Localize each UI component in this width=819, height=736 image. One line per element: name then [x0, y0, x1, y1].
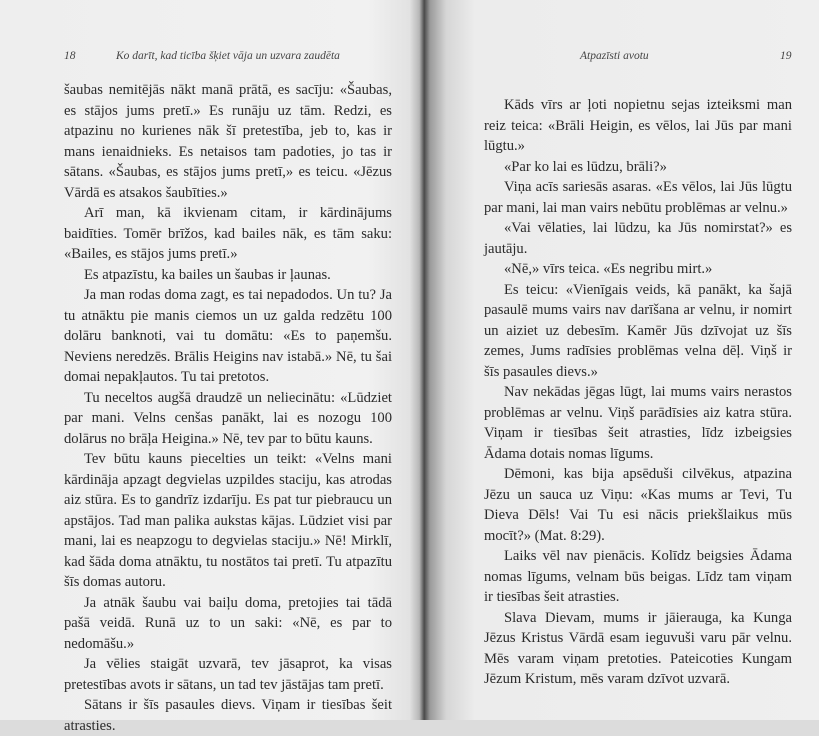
paragraph: šaubas nemitējās nākt manā prātā, es sacīju: «Šaubas, es stājos jums pretī.» Es runāju uz tām. Redzi, es atpazinu no kurienes nāk šī pretestība, jeb to, kas ir mans ienaidnieks. Es netaisos tam padoties, jo tas ir sātans. «Šaubas, es stājos jums pretī,» es teicu. «Jēzus Vārdā es atsakos šaubīties.»	[64, 82, 392, 201]
paragraph: Tu neceltos augšā draudzē un neliecinātu: «Lūdziet par mani. Velns cenšas panākt, lai es nozogu 100 dolārus no brāļa Heigina.» Nē, tev par to būtu kauns.	[64, 389, 392, 447]
left-running-title: Ko darīt, kad ticība šķiet vāja un uzvara zaudēta	[116, 50, 340, 62]
paragraph: Ja man rodas doma zagt, es tai nepadodos. Un tu? Ja tu atnāktu pie manis ciemos un uz galda redzētu 100 dolāru banknoti, vai tu domātu: «Es to paņemšu. Neviens neredzēs. Brālis Heigins nav istabā.» Nē, tu šai domai nepakļautos. Tu tai pretotos.	[64, 287, 392, 385]
paragraph: «Vai vēlaties, lai lūdzu, ka Jūs nomirstat?» es jautāju.	[484, 220, 792, 257]
paragraph: Arī man, kā ikvienam citam, ir kārdinājums baidīties. Tomēr brīžos, kad bailes nāk, es tām saku: «Bailes, es stājos jums pretī.»	[64, 205, 392, 262]
paragraph: Viņa acīs sariesās asaras. «Es vēlos, lai Jūs lūgtu par mani, lai man vairs nebūtu problēmas ar velnu.»	[484, 179, 792, 216]
paragraph: Es teicu: «Vienīgais veids, kā panākt, ka šajā pasaulē mums vairs nav darīšana ar velnu, ir nomirt un aiziet uz debesīm. Kamēr Jūs dzīvojat uz šīs zemes, Jums radīsies problēmas velna dēļ. Viņš ir šīs pasaules dievs.»	[484, 281, 792, 380]
paragraph: Laiks vēl nav pienācis. Kolīdz beigsies Ādama nomas līgums, velnam būs beigas. Līdz tam viņam ir tiesības šeit atrasties.	[484, 548, 792, 605]
left-page-body	[64, 80, 392, 736]
paragraph: Dēmoni, kas bija apsēduši cilvēkus, atpazina Jēzu un sauca uz Viņu: «Kas mums ar Tevi, Tu Dieva Dēls! Vai Tu esi nācis priekšlaikus mūs mocīt?» (Mat. 8:29).	[484, 466, 792, 544]
right-page-body	[484, 95, 792, 690]
paragraph: Sātans ir šīs pasaules dievs. Viņam ir tiesības šeit atrasties.	[64, 697, 392, 734]
right-page-number: 19	[780, 50, 792, 62]
paragraph: «Nē,» vīrs teica. «Es negribu mirt.»	[504, 261, 713, 277]
paragraph: Kāds vīrs ar ļoti nopietnu sejas izteiksmi man reiz teica: «Brāli Heigin, es vēlos, lai Jūs par mani lūgtu.»	[484, 97, 792, 154]
paragraph: Es atpazīstu, ka bailes un šaubas ir ļaunas.	[84, 266, 331, 283]
paragraph: Ja vēlies staigāt uzvarā, tev jāsaprot, ka visas pretestības avots ir sātans, un tad tev jāstājas tam pretī.	[64, 656, 392, 693]
paragraph: Ja atnāk šaubu vai baiļu doma, pretojies tai tādā pašā veidā. Runā uz to un saki: «Nē, es par to nedomāšu.»	[64, 594, 392, 652]
right-running-title: Atpazīsti avotu	[580, 50, 649, 62]
paragraph: Tev būtu kauns piecelties un teikt: «Velns mani kārdināja apzagt degvielas uzpildes staciju, kas atrodas aiz stūra. Es to gandrīz izdarīju. Es pat tur piebraucu un apstājos. Tad man palika aukstas kājas. Lūdziet visi par mani, lai es neapzogu to degvielas staciju.» Nē! Mirklī, kad šāda doma atnāktu, tu nostātos tai pretī. Tu atpazītu šīs domas autoru.	[64, 451, 392, 590]
paragraph: «Par ko lai es lūdzu, brāli?»	[504, 158, 667, 175]
paragraph: Slava Dievam, mums ir jāierauga, ka Kunga Jēzus Kristus Vārdā esam ieguvuši varu pār velnu. Mēs varam viņam pretoties. Pateicoties Kungam Jēzum Kristum, mēs varam dzīvot uzvarā.	[484, 609, 792, 687]
right-page	[432, 0, 819, 720]
left-page-number: 18	[64, 50, 76, 62]
paragraph: Nav nekādas jēgas lūgt, lai mums vairs nerastos problēmas ar velnu. Viņš parādīsies aiz katra stūra. Viņam ir tiesības šeit atrasties, līdz izbeigsies Ādama dotais nomas līgums.	[484, 384, 792, 462]
